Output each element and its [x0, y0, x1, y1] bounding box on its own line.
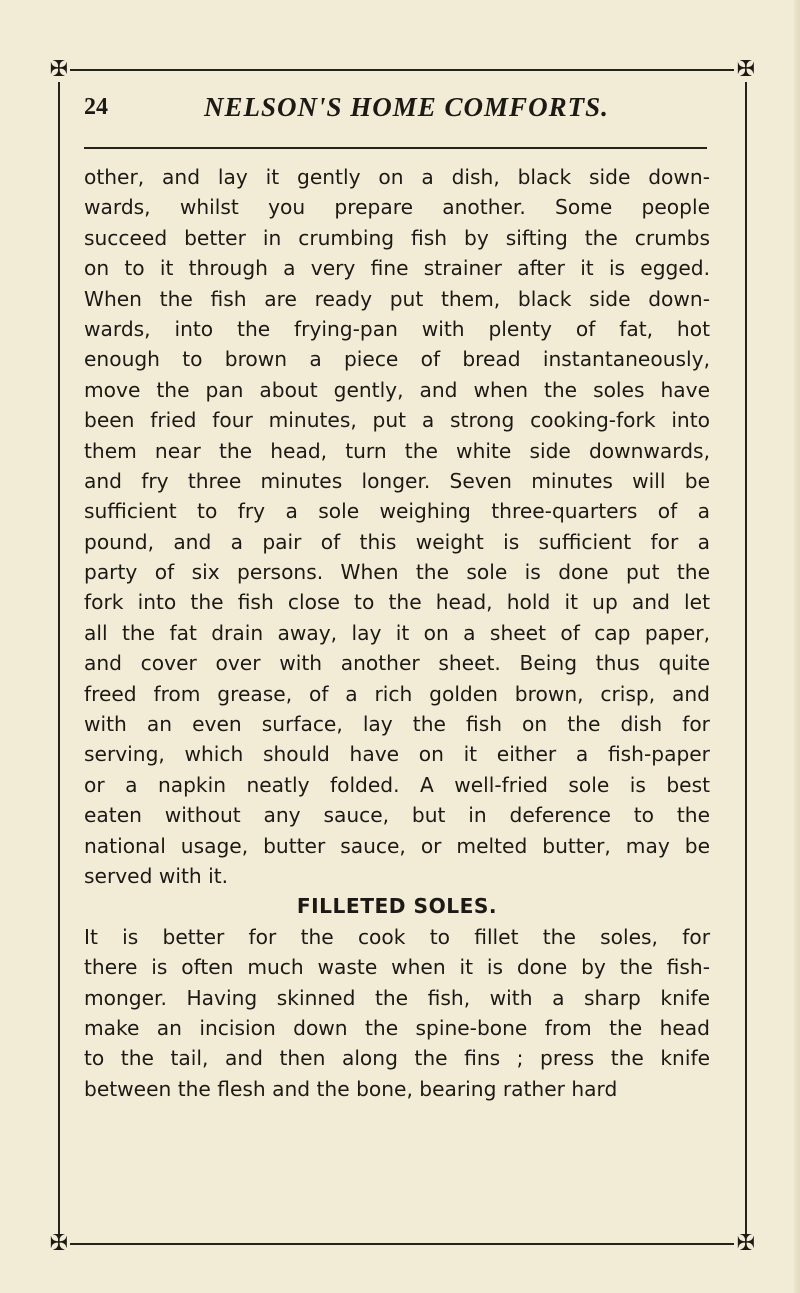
maltese-cross-icon: ✠ — [49, 1231, 69, 1256]
running-head — [84, 92, 724, 128]
text-line: When the fish are ready put them, black side down- — [84, 286, 710, 311]
frame-top-rule — [70, 69, 734, 71]
paragraph — [84, 162, 710, 891]
text-line: enough to brown a piece of bread instantaneously, — [84, 347, 710, 372]
frame-bottom-rule — [70, 1243, 734, 1245]
text-line: party of six persons. When the sole is done put the — [84, 560, 710, 585]
text-line: or a napkin neatly folded. A well-fried sole is best — [84, 772, 710, 797]
frame-left-rule — [58, 82, 60, 1234]
text-line: national usage, butter sauce, or melted butter, may be — [84, 833, 710, 858]
maltese-cross-icon: ✠ — [736, 57, 756, 82]
text-line: pound, and a pair of this weight is sufficient for a — [84, 529, 710, 554]
frame-right-rule — [745, 82, 747, 1234]
text-line: monger. Having skinned the fish, with a sharp knife — [84, 985, 710, 1010]
text-line: them near the head, turn the white side downwards, — [84, 438, 710, 463]
page-number: 24 — [84, 94, 108, 120]
text-line: move the pan about gently, and when the soles have — [84, 377, 710, 402]
text-line: other, and lay it gently on a dish, black side down- — [84, 165, 710, 189]
text-line: been fried four minutes, put a strong cooking-fork into — [84, 408, 710, 433]
text-line: and fry three minutes longer. Seven minutes will be — [84, 468, 710, 493]
page-edge — [794, 0, 800, 1293]
text-line: wards, into the frying-pan with plenty of fat, hot — [84, 316, 710, 341]
text-line: fork into the fish close to the head, hold it up and let — [84, 590, 710, 615]
text-line: all the fat drain away, lay it on a sheet of cap paper, — [84, 620, 710, 645]
maltese-cross-icon: ✠ — [736, 1231, 756, 1256]
text-line: make an incision down the spine-bone from the head — [84, 1015, 710, 1040]
text-line: wards, whilst you prepare another. Some people — [84, 195, 710, 220]
text-line: served with it. — [84, 863, 229, 888]
text-line: there is often much waste when it is done by the fish- — [84, 955, 710, 980]
running-title: NELSON'S HOME COMFORTS. — [204, 92, 609, 122]
text-line: on to it through a very fine strainer after it is egged. — [84, 256, 710, 281]
text-line: and cover over with another sheet. Being thus quite — [84, 651, 710, 676]
text-line: to the tail, and then along the fins ; press the knife — [84, 1046, 710, 1071]
text-line: It is better for the cook to fillet the soles, for — [84, 924, 710, 949]
text-line: eaten without any sauce, but in deference to the — [84, 803, 710, 828]
text-line: sufficient to fry a sole weighing three-quarters of a — [84, 499, 710, 524]
header-rule — [84, 147, 707, 149]
paragraph — [84, 922, 710, 1104]
text-line: between the flesh and the bone, bearing rather hard — [84, 1076, 618, 1101]
section-heading: FILLETED SOLES. — [296, 894, 498, 919]
maltese-cross-icon: ✠ — [49, 57, 69, 82]
text-line: succeed better in crumbing fish by sifting the crumbs — [84, 225, 710, 250]
text-line: with an even surface, lay the fish on the dish for — [84, 712, 710, 737]
text-line: serving, which should have on it either a fish-paper — [84, 742, 710, 767]
body-text — [84, 162, 710, 1104]
text-line: freed from grease, of a rich golden brown, crisp, and — [84, 681, 710, 706]
